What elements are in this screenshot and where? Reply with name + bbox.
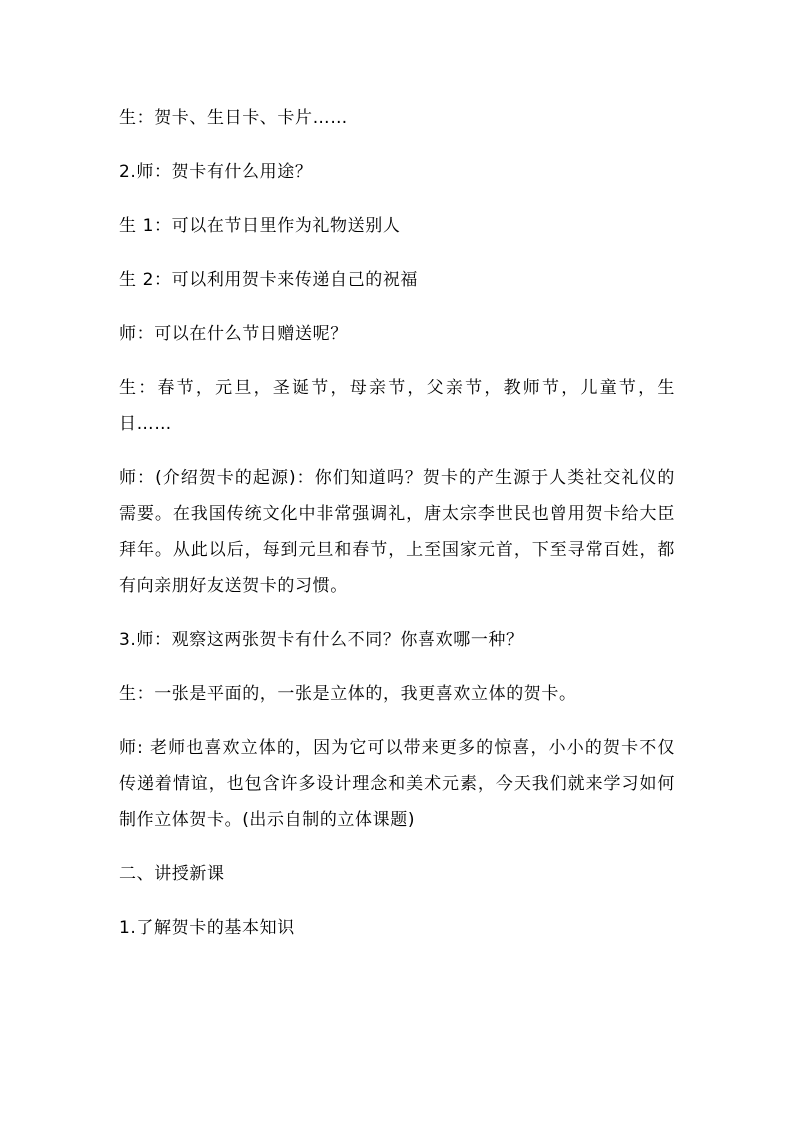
paragraph-student2-answer: 生 2：可以利用贺卡来传递自己的祝福 — [119, 270, 419, 290]
paragraph-teacher-question-festivals: 师：可以在什么节日赠送呢？ — [119, 324, 348, 344]
paragraph-teacher-question-uses: 2.师：贺卡有什么用途？ — [119, 162, 313, 182]
paragraph-student-answer-card-types: 生：贺卡、生日卡、卡片…… — [119, 108, 348, 128]
paragraph-student-answer-festivals: 生：春节，元旦，圣诞节，母亲节，父亲节，教师节，儿童节，生日…… — [119, 378, 675, 434]
paragraph-teacher-introduce-topic: 师: 老师也喜欢立体的，因为它可以带来更多的惊喜，小小的贺卡不仅传递着情谊，也包含许多设计理念和美术元素，今天我们就来学习如何制作立体贺卡。(出示自制的立体课题) — [119, 738, 675, 830]
section-heading-new-lesson: 二、讲授新课 — [119, 864, 225, 884]
paragraph-teacher-question-compare: 3.师：观察这两张贺卡有什么不同？你喜欢哪一种？ — [119, 630, 524, 650]
paragraph-teacher-card-origin: 师：(介绍贺卡的起源)：你们知道吗？贺卡的产生源于人类社交礼仪的需要。在我国传统文化中非常强调礼，唐太宗李世民也曾用贺卡给大臣拜年。从此以后，每到元旦和春节，上至国家元首，下至寻常百姓，都有向亲朋好友送贺卡的习惯。 — [119, 468, 675, 596]
paragraph-student-answer-compare: 生：一张是平面的，一张是立体的，我更喜欢立体的贺卡。 — [119, 684, 577, 704]
paragraph-student1-answer: 生 1：可以在节日里作为礼物送别人 — [119, 216, 401, 236]
subsection-heading-basic-knowledge: 1.了解贺卡的基本知识 — [119, 918, 295, 938]
document-body — [119, 100, 675, 964]
